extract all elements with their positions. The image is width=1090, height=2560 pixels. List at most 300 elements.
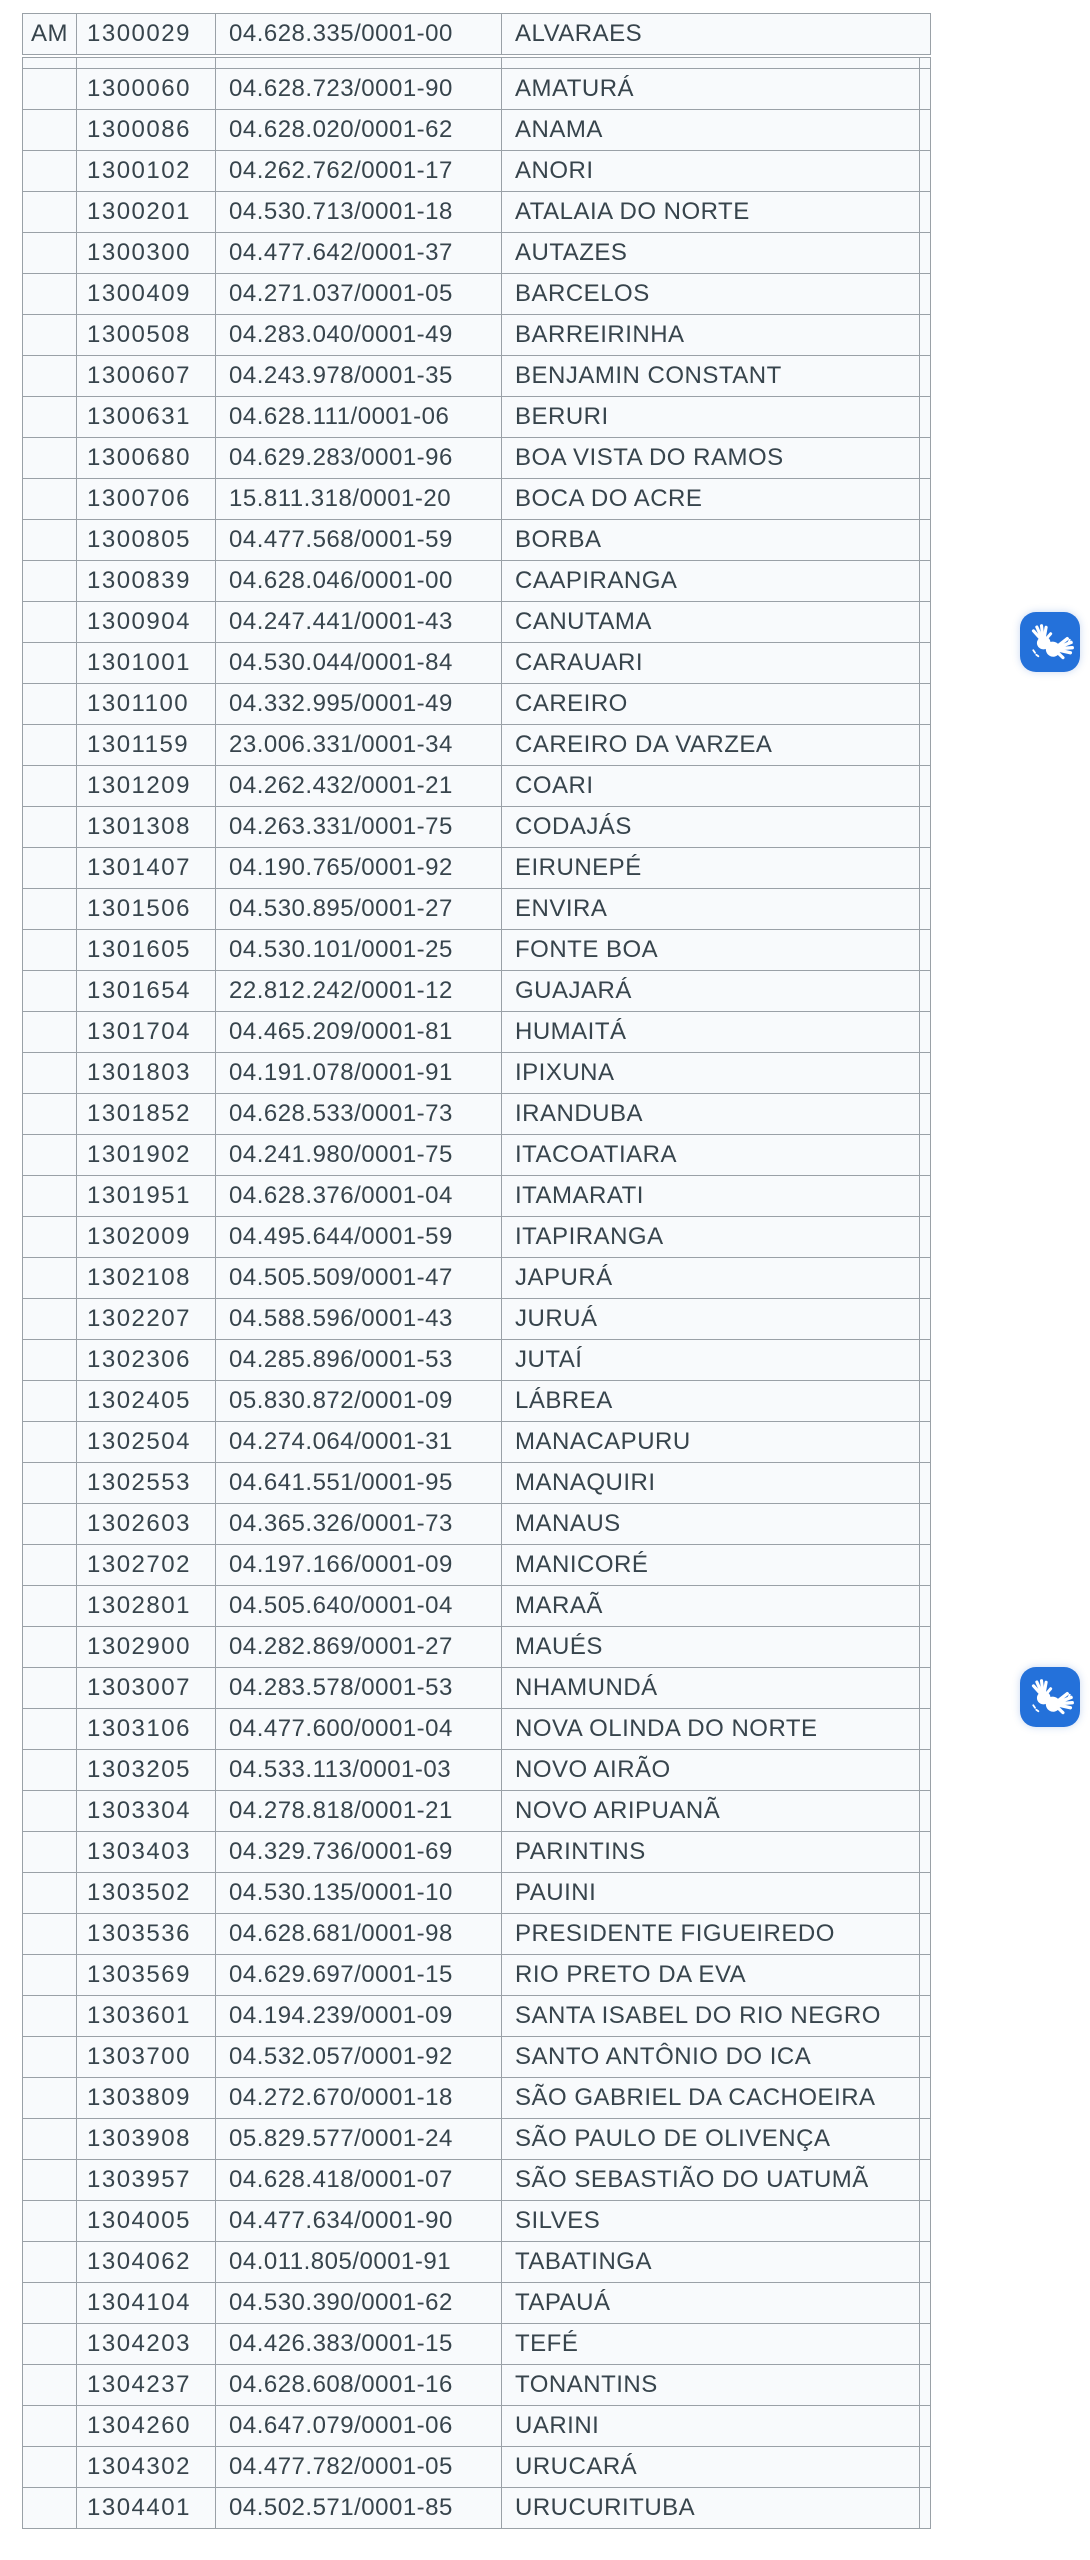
code-cell: 1301902 <box>77 1135 216 1176</box>
cnpj-cell: 04.628.335/0001-00 <box>216 14 502 55</box>
cnpj-cell: 04.628.533/0001-73 <box>216 1094 502 1135</box>
name-cell: ITAPIRANGA <box>502 1217 920 1258</box>
name-cell: NOVO ARIPUANÃ <box>502 1791 920 1832</box>
state-cell <box>23 397 77 438</box>
extra-cell <box>920 930 931 971</box>
extra-cell <box>920 1053 931 1094</box>
extra-cell <box>920 110 931 151</box>
cnpj-cell: 04.278.818/0001-21 <box>216 1791 502 1832</box>
cnpj-cell: 04.262.432/0001-21 <box>216 766 502 807</box>
cnpj-cell: 04.426.383/0001-15 <box>216 2324 502 2365</box>
cnpj-cell: 04.332.995/0001-49 <box>216 684 502 725</box>
name-cell: EIRUNEPÉ <box>502 848 920 889</box>
code-cell: 1304302 <box>77 2447 216 2488</box>
table-row <box>23 2283 931 2324</box>
code-cell: 1301308 <box>77 807 216 848</box>
cnpj-cell: 15.811.318/0001-20 <box>216 479 502 520</box>
code-cell: 1301704 <box>77 1012 216 1053</box>
code-cell: 1303205 <box>77 1750 216 1791</box>
cnpj-cell: 04.477.782/0001-05 <box>216 2447 502 2488</box>
extra-cell <box>920 971 931 1012</box>
extra-cell <box>920 356 931 397</box>
code-cell: 1301605 <box>77 930 216 971</box>
table-row <box>23 479 931 520</box>
state-cell <box>23 684 77 725</box>
cnpj-cell: 04.197.166/0001-09 <box>216 1545 502 1586</box>
table-row <box>23 14 931 55</box>
state-cell <box>23 1873 77 1914</box>
cnpj-cell: 04.530.713/0001-18 <box>216 192 502 233</box>
cnpj-cell: 04.263.331/0001-75 <box>216 807 502 848</box>
cnpj-cell: 04.285.896/0001-53 <box>216 1340 502 1381</box>
state-cell <box>23 1832 77 1873</box>
name-cell: MANAQUIRI <box>502 1463 920 1504</box>
name-cell: CARAUARI <box>502 643 920 684</box>
cnpj-cell: 04.505.509/0001-47 <box>216 1258 502 1299</box>
cnpj-cell: 04.011.805/0001-91 <box>216 2242 502 2283</box>
table-row <box>23 1832 931 1873</box>
table-row <box>23 315 931 356</box>
name-cell: SÃO PAULO DE OLIVENÇA <box>502 2119 920 2160</box>
extra-cell <box>920 2119 931 2160</box>
code-cell: 1302553 <box>77 1463 216 1504</box>
name-cell: NHAMUNDÁ <box>502 1668 920 1709</box>
cnpj-cell: 04.329.736/0001-69 <box>216 1832 502 1873</box>
cnpj-cell: 04.283.578/0001-53 <box>216 1668 502 1709</box>
table-row <box>23 684 931 725</box>
state-cell <box>23 520 77 561</box>
name-cell: CAREIRO <box>502 684 920 725</box>
table-row <box>23 1586 931 1627</box>
extra-cell <box>920 2078 931 2119</box>
code-cell: 1301852 <box>77 1094 216 1135</box>
state-cell <box>23 1012 77 1053</box>
state-first-row-table <box>22 13 931 55</box>
code-cell: 1302603 <box>77 1504 216 1545</box>
extra-cell <box>920 1996 931 2037</box>
table-row <box>23 930 931 971</box>
name-cell: UARINI <box>502 2406 920 2447</box>
state-cell: AM <box>23 14 77 55</box>
table-row <box>23 2406 931 2447</box>
name-cell: JUTAÍ <box>502 1340 920 1381</box>
state-cell <box>23 2324 77 2365</box>
name-cell: MAUÉS <box>502 1627 920 1668</box>
state-cell <box>23 2447 77 2488</box>
vlibras-accessibility-button[interactable] <box>1020 612 1080 672</box>
table-row <box>23 1504 931 1545</box>
name-cell: SILVES <box>502 2201 920 2242</box>
cnpj-cell: 04.532.057/0001-92 <box>216 2037 502 2078</box>
cnpj-cell: 05.829.577/0001-24 <box>216 2119 502 2160</box>
table-row <box>23 1914 931 1955</box>
code-cell: 1303403 <box>77 1832 216 1873</box>
state-cell <box>23 2365 77 2406</box>
state-cell <box>23 602 77 643</box>
name-cell: LÁBREA <box>502 1381 920 1422</box>
cnpj-cell: 04.365.326/0001-73 <box>216 1504 502 1545</box>
name-cell: CODAJÁS <box>502 807 920 848</box>
code-cell: 1300029 <box>77 14 216 55</box>
code-cell: 1300409 <box>77 274 216 315</box>
table-row <box>23 561 931 602</box>
table-row <box>23 2447 931 2488</box>
name-cell: IPIXUNA <box>502 1053 920 1094</box>
code-cell: 1303502 <box>77 1873 216 1914</box>
cnpj-cell: 04.272.670/0001-18 <box>216 2078 502 2119</box>
table-row <box>23 1422 931 1463</box>
cnpj-cell: 04.465.209/0001-81 <box>216 1012 502 1053</box>
table-row <box>23 192 931 233</box>
name-cell: BARCELOS <box>502 274 920 315</box>
code-cell: 1300060 <box>77 69 216 110</box>
extra-cell <box>920 1914 931 1955</box>
code-cell: 1302405 <box>77 1381 216 1422</box>
state-cell <box>23 1709 77 1750</box>
extra-cell <box>920 643 931 684</box>
code-cell: 1300086 <box>77 110 216 151</box>
code-cell: 1301654 <box>77 971 216 1012</box>
extra-cell <box>920 2201 931 2242</box>
cnpj-cell: 04.628.111/0001-06 <box>216 397 502 438</box>
table-row <box>23 233 931 274</box>
extra-cell <box>920 1135 931 1176</box>
cnpj-cell: 04.477.568/0001-59 <box>216 520 502 561</box>
cnpj-cell: 04.477.634/0001-90 <box>216 2201 502 2242</box>
municipality-tables <box>22 13 931 2529</box>
state-cell <box>23 1627 77 1668</box>
extra-cell <box>920 233 931 274</box>
extra-cell <box>920 2406 931 2447</box>
table-row <box>23 2037 931 2078</box>
table-row <box>23 1299 931 1340</box>
code-cell: 1303007 <box>77 1668 216 1709</box>
cnpj-cell: 05.830.872/0001-09 <box>216 1381 502 1422</box>
code-cell: 1301803 <box>77 1053 216 1094</box>
name-cell: FONTE BOA <box>502 930 920 971</box>
state-cell <box>23 69 77 110</box>
extra-cell <box>920 2242 931 2283</box>
name-cell: JURUÁ <box>502 1299 920 1340</box>
code-cell: 1302504 <box>77 1422 216 1463</box>
extra-cell <box>920 1463 931 1504</box>
cnpj-cell: 04.477.642/0001-37 <box>216 233 502 274</box>
state-cell <box>23 1504 77 1545</box>
code-cell: 1300102 <box>77 151 216 192</box>
extra-cell <box>920 2447 931 2488</box>
extra-cell <box>920 479 931 520</box>
table-row <box>23 2078 931 2119</box>
code-cell: 1300904 <box>77 602 216 643</box>
state-cell <box>23 930 77 971</box>
code-cell: 1302801 <box>77 1586 216 1627</box>
cnpj-cell: 04.533.113/0001-03 <box>216 1750 502 1791</box>
table-row <box>23 848 931 889</box>
extra-cell <box>920 1955 931 1996</box>
table-row <box>23 1094 931 1135</box>
extra-cell <box>920 2037 931 2078</box>
extra-cell <box>920 1873 931 1914</box>
table-row <box>23 1053 931 1094</box>
state-cell <box>23 110 77 151</box>
extra-cell <box>920 315 931 356</box>
table-row <box>23 1627 931 1668</box>
code-cell: 1302306 <box>77 1340 216 1381</box>
extra-cell <box>920 1217 931 1258</box>
extra-cell <box>920 2283 931 2324</box>
code-cell: 1300805 <box>77 520 216 561</box>
code-cell: 1300607 <box>77 356 216 397</box>
name-cell: SÃO SEBASTIÃO DO UATUMÃ <box>502 2160 920 2201</box>
state-cell <box>23 807 77 848</box>
name-cell: TAPAUÁ <box>502 2283 920 2324</box>
state-cell <box>23 1463 77 1504</box>
name-cell: ATALAIA DO NORTE <box>502 192 920 233</box>
name-cell: TEFÉ <box>502 2324 920 2365</box>
state-cell <box>23 1791 77 1832</box>
name-cell: ALVARAES <box>502 14 931 55</box>
cnpj-cell: 04.262.762/0001-17 <box>216 151 502 192</box>
extra-cell <box>920 192 931 233</box>
code-cell: 1303304 <box>77 1791 216 1832</box>
state-cell <box>23 438 77 479</box>
cnpj-cell: 04.628.046/0001-00 <box>216 561 502 602</box>
extra-cell <box>920 2488 931 2529</box>
code-cell: 1300839 <box>77 561 216 602</box>
code-cell: 1304260 <box>77 2406 216 2447</box>
name-cell: URUCARÁ <box>502 2447 920 2488</box>
state-cell <box>23 1668 77 1709</box>
table-row <box>23 110 931 151</box>
table-row <box>23 397 931 438</box>
cnpj-cell: 04.495.644/0001-59 <box>216 1217 502 1258</box>
cnpj-cell: 04.505.640/0001-04 <box>216 1586 502 1627</box>
cnpj-cell: 04.274.064/0001-31 <box>216 1422 502 1463</box>
code-cell: 1304104 <box>77 2283 216 2324</box>
code-cell: 1300680 <box>77 438 216 479</box>
code-cell: 1303569 <box>77 1955 216 1996</box>
cnpj-cell: 22.812.242/0001-12 <box>216 971 502 1012</box>
extra-cell <box>920 1340 931 1381</box>
code-cell: 1301506 <box>77 889 216 930</box>
table-row <box>23 1996 931 2037</box>
state-cell <box>23 58 77 69</box>
code-cell: 1301209 <box>77 766 216 807</box>
state-cell <box>23 1955 77 1996</box>
name-cell: ITACOATIARA <box>502 1135 920 1176</box>
libras-hands-icon <box>1020 1667 1080 1727</box>
extra-cell <box>920 848 931 889</box>
cnpj-cell: 04.530.390/0001-62 <box>216 2283 502 2324</box>
name-cell: TONANTINS <box>502 2365 920 2406</box>
name-cell: ANORI <box>502 151 920 192</box>
state-cell <box>23 1258 77 1299</box>
extra-cell <box>920 1832 931 1873</box>
municipality-table-body <box>23 58 931 2529</box>
state-cell <box>23 2037 77 2078</box>
state-cell <box>23 233 77 274</box>
name-cell: ANAMA <box>502 110 920 151</box>
cnpj-cell: 04.628.418/0001-07 <box>216 2160 502 2201</box>
state-cell <box>23 848 77 889</box>
state-cell <box>23 971 77 1012</box>
name-cell: MANAUS <box>502 1504 920 1545</box>
name-cell: SÃO GABRIEL DA CACHOEIRA <box>502 2078 920 2119</box>
state-cell <box>23 315 77 356</box>
name-cell: MANACAPURU <box>502 1422 920 1463</box>
state-cell <box>23 2242 77 2283</box>
name-cell: IRANDUBA <box>502 1094 920 1135</box>
table-row <box>23 889 931 930</box>
extra-cell <box>920 2160 931 2201</box>
table-row <box>23 2365 931 2406</box>
name-cell: PARINTINS <box>502 1832 920 1873</box>
code-cell: 1301100 <box>77 684 216 725</box>
table-row <box>23 725 931 766</box>
state-cell <box>23 356 77 397</box>
name-cell: BOCA DO ACRE <box>502 479 920 520</box>
state-cell <box>23 2283 77 2324</box>
table-row <box>23 1012 931 1053</box>
cnpj-cell: 04.247.441/0001-43 <box>216 602 502 643</box>
name-cell: JAPURÁ <box>502 1258 920 1299</box>
table-row <box>23 151 931 192</box>
name-cell: BARREIRINHA <box>502 315 920 356</box>
extra-cell <box>920 1586 931 1627</box>
code-cell: 1304062 <box>77 2242 216 2283</box>
name-cell: COARI <box>502 766 920 807</box>
extra-cell <box>920 520 931 561</box>
extra-cell <box>920 2365 931 2406</box>
extra-cell <box>920 1299 931 1340</box>
table-row <box>23 438 931 479</box>
state-cell <box>23 561 77 602</box>
state-cell <box>23 192 77 233</box>
code-cell: 1303700 <box>77 2037 216 2078</box>
name-cell: TABATINGA <box>502 2242 920 2283</box>
table-row <box>23 1217 931 1258</box>
table-row <box>23 766 931 807</box>
state-cell <box>23 1996 77 2037</box>
extra-cell <box>920 1176 931 1217</box>
code-cell: 1304237 <box>77 2365 216 2406</box>
name-cell: PAUINI <box>502 1873 920 1914</box>
state-cell <box>23 2119 77 2160</box>
name-cell: NOVO AIRÃO <box>502 1750 920 1791</box>
state-cell <box>23 766 77 807</box>
cnpj-cell: 04.530.135/0001-10 <box>216 1873 502 1914</box>
code-cell: 1302009 <box>77 1217 216 1258</box>
state-cell <box>23 1217 77 1258</box>
table-row <box>23 1709 931 1750</box>
extra-cell <box>920 602 931 643</box>
code-cell: 1302702 <box>77 1545 216 1586</box>
state-cell <box>23 1422 77 1463</box>
extra-cell <box>920 1750 931 1791</box>
extra-cell <box>920 1258 931 1299</box>
table-row <box>23 1750 931 1791</box>
table-row <box>23 1545 931 1586</box>
cnpj-cell: 04.629.697/0001-15 <box>216 1955 502 1996</box>
cnpj-cell: 04.628.376/0001-04 <box>216 1176 502 1217</box>
table-row <box>23 1668 931 1709</box>
table-row <box>23 1791 931 1832</box>
state-cell <box>23 643 77 684</box>
state-cell <box>23 1299 77 1340</box>
cnpj-cell: 04.629.283/0001-96 <box>216 438 502 479</box>
vlibras-accessibility-button[interactable] <box>1020 1667 1080 1727</box>
cnpj-cell: 04.530.044/0001-84 <box>216 643 502 684</box>
table-row <box>23 2160 931 2201</box>
code-cell: 1301001 <box>77 643 216 684</box>
cnpj-cell: 04.647.079/0001-06 <box>216 2406 502 2447</box>
cnpj-cell: 04.243.978/0001-35 <box>216 356 502 397</box>
name-cell: SANTO ANTÔNIO DO ICA <box>502 2037 920 2078</box>
name-cell: BORBA <box>502 520 920 561</box>
cnpj-cell: 04.628.723/0001-90 <box>216 69 502 110</box>
code-cell: 1301951 <box>77 1176 216 1217</box>
extra-cell <box>920 766 931 807</box>
cnpj-cell: 04.530.101/0001-25 <box>216 930 502 971</box>
name-cell <box>502 58 920 69</box>
code-cell: 1302900 <box>77 1627 216 1668</box>
extra-cell <box>920 725 931 766</box>
extra-cell <box>920 438 931 479</box>
code-cell: 1301159 <box>77 725 216 766</box>
cnpj-cell <box>216 58 502 69</box>
state-cell <box>23 2201 77 2242</box>
name-cell: ENVIRA <box>502 889 920 930</box>
state-cell <box>23 1914 77 1955</box>
table-row <box>23 1258 931 1299</box>
cnpj-cell: 04.641.551/0001-95 <box>216 1463 502 1504</box>
extra-cell <box>920 1381 931 1422</box>
code-cell: 1303908 <box>77 2119 216 2160</box>
name-cell: BOA VISTA DO RAMOS <box>502 438 920 479</box>
extra-cell <box>920 397 931 438</box>
name-cell: HUMAITÁ <box>502 1012 920 1053</box>
code-cell <box>77 58 216 69</box>
state-cell <box>23 1586 77 1627</box>
state-cell <box>23 1545 77 1586</box>
table-row <box>23 2488 931 2529</box>
code-cell: 1300201 <box>77 192 216 233</box>
state-cell <box>23 2078 77 2119</box>
cnpj-cell: 04.502.571/0001-85 <box>216 2488 502 2529</box>
extra-cell <box>920 1094 931 1135</box>
table-row <box>23 69 931 110</box>
cnpj-cell: 23.006.331/0001-34 <box>216 725 502 766</box>
table-row <box>23 1955 931 1996</box>
table-row <box>23 971 931 1012</box>
code-cell: 1302108 <box>77 1258 216 1299</box>
code-cell: 1300508 <box>77 315 216 356</box>
state-cell <box>23 2406 77 2447</box>
cnpj-cell: 04.628.608/0001-16 <box>216 2365 502 2406</box>
state-cell <box>23 2488 77 2529</box>
state-cell <box>23 1094 77 1135</box>
state-cell <box>23 725 77 766</box>
extra-cell <box>920 1012 931 1053</box>
extra-cell <box>920 151 931 192</box>
municipality-table <box>22 57 931 2529</box>
name-cell: AUTAZES <box>502 233 920 274</box>
cnpj-cell: 04.283.040/0001-49 <box>216 315 502 356</box>
name-cell: BERURI <box>502 397 920 438</box>
state-cell <box>23 151 77 192</box>
extra-cell <box>920 69 931 110</box>
table-row <box>23 1135 931 1176</box>
